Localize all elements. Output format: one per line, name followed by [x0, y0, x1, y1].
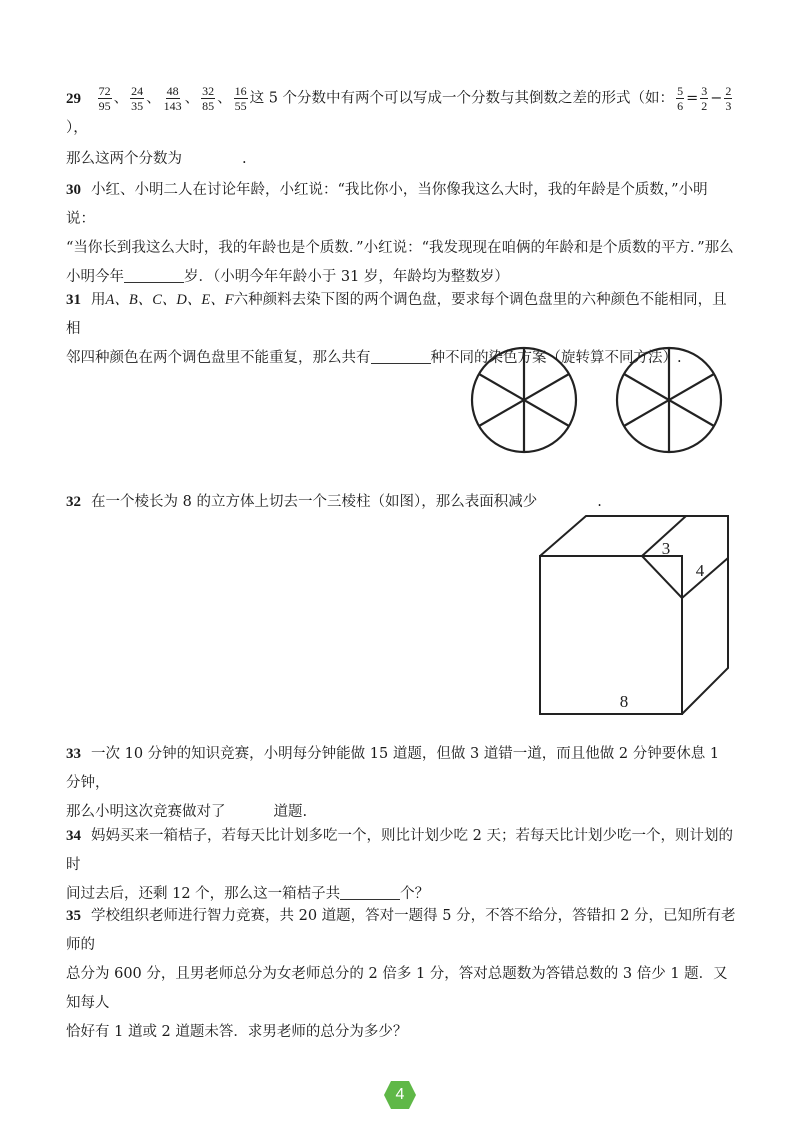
- question-number: 32: [66, 494, 81, 510]
- question-32: 32 在一个棱长为 8 的立方体上切去一个三棱柱（如图），那么表面积减少 .: [66, 494, 602, 510]
- question-number: 31: [66, 292, 81, 308]
- cube-edge-label-8: 8: [619, 692, 629, 711]
- answer-blank[interactable]: [182, 149, 242, 165]
- question-31: 31 用A、B、C、D、E、F六种颜料去染下图的两个调色盘，要求每个调色盘里的六种颜色不能相同，且相 邻四种颜色在两个调色盘里不能重复，那么共有 种不同的染色方案（旋转算不同方法）.: [66, 292, 727, 366]
- example-fraction: $\frac{3}{2}$: [701, 84, 708, 113]
- question-number: 34: [66, 828, 81, 844]
- palette-disc-left: [472, 348, 576, 452]
- question-33: 33 一次 10 分钟的知识竞赛，小明每分钟能做 15 道题，但做 3 道错一道，而且他做 2 分钟要休息 1 分钟， 那么小明这次竞赛做对了 道题.: [66, 746, 720, 820]
- question-number: 35: [66, 908, 81, 924]
- fraction: $\frac{32}{85}$: [202, 84, 215, 113]
- question-number: 30: [66, 182, 81, 198]
- cube-label-4: 4: [695, 561, 705, 580]
- cube-figure: [530, 510, 750, 720]
- question-number: 33: [66, 746, 81, 762]
- page-number: 4: [395, 1086, 405, 1103]
- question-text: 学校组织老师进行智力竞赛，共 20 道题，答对一题得 5 分，不答不给分，答错扣 2 分，已知所有老师的: [66, 908, 736, 953]
- question-35: [66, 902, 736, 1047]
- fraction: $\frac{24}{35}$: [131, 84, 144, 113]
- question-text: 小红、小明二人在讨论年龄，小红说：“我比你小，当你像我这么大时，我的年龄是个质数，”小明说：: [66, 182, 708, 227]
- question-30: 30 小红、小明二人在讨论年龄，小红说：“我比你小，当你像我这么大时，我的年龄是个质数，”小明说： “当你长到我这么大时，我的年龄也是个质数．”小红说：“我发现现在咱俩的年龄和是个质数的平方．”那么 小明今年 岁．（小明今年年龄小于 31 岁，年龄均为整数岁）: [66, 176, 736, 292]
- question-text: 妈妈买来一箱桔子，若每天比计划多吃一个，则比计划少吃 2 天；若每天比计划少吃一个，则计划的时: [66, 828, 733, 873]
- answer-blank[interactable]: [124, 266, 184, 283]
- question-29-line2: 那么这两个分数为 .: [66, 150, 247, 167]
- example-fraction: $\frac{2}{3}$: [725, 84, 732, 113]
- question-text: 在一个棱长为 8 的立方体上切去一个三棱柱（如图），那么表面积减少: [91, 494, 538, 510]
- answer-blank[interactable]: [537, 492, 597, 508]
- question-29-line1: 29 $\frac{72}{95}$ 、 $\frac{24}{35}$ 、 $\frac{48}{143}$ 、 $\frac{32}{85}$ 、 $\frac{16}{55}$ 这 5 个分数中有两个可以写成一个分数与其倒数之差的形式（如： $\frac{5}{6}$ = $\frac{3}{2}$ − $\frac{2}{3}$ ），: [66, 84, 732, 136]
- question-text: 这 5 个分数中有两个可以写成一个分数与其倒数之差的形式（如：: [249, 90, 675, 107]
- palette-disc-right: [617, 348, 721, 452]
- answer-blank[interactable]: [340, 883, 400, 900]
- question-text: “当你长到我这么大时，我的年龄也是个质数．”小红说：“我发现现在咱俩的年龄和是个质数的平方．”那么: [66, 240, 734, 256]
- answer-blank[interactable]: [226, 802, 274, 818]
- fraction: $\frac{48}{143}$: [163, 84, 182, 113]
- question-34: 34 妈妈买来一箱桔子，若每天比计划多吃一个，则比计划少吃 2 天；若每天比计划少吃一个，则计划的时 间过去后，还剩 12 个，那么这一箱桔子共 个？: [66, 828, 733, 902]
- palette-figures: [466, 340, 756, 460]
- cube-label-3: 3: [661, 539, 671, 558]
- color-letters: A、B、C、D、E、F: [105, 292, 234, 308]
- question-number: 29: [66, 90, 81, 107]
- question-29: [66, 84, 736, 174]
- page-number-badge: [383, 1080, 417, 1110]
- question-text: 总分为 600 分，且男老师总分为女老师总分的 2 倍多 1 分，答对总题数为答错总数的 3 倍少 1 题．又知每人: [66, 966, 728, 1011]
- example-fraction: $\frac{5}{6}$: [677, 84, 684, 113]
- fraction: $\frac{16}{55}$: [234, 84, 247, 113]
- question-text: 一次 10 分钟的知识竞赛，小明每分钟能做 15 道题，但做 3 道错一道，而且他做 2 分钟要休息 1 分钟，: [66, 746, 720, 791]
- fraction: $\frac{72}{95}$: [98, 84, 111, 113]
- question-text: 恰好有 1 道或 2 道题未答．求男老师的总分为多少？: [66, 1024, 408, 1040]
- answer-blank[interactable]: [371, 347, 431, 364]
